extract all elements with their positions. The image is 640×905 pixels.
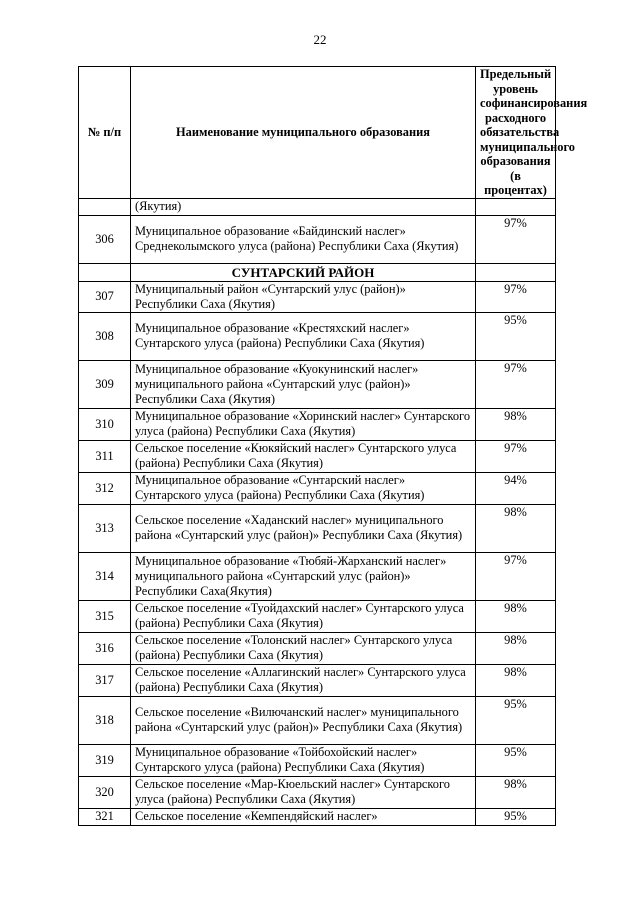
row-number: 306 [79,215,131,263]
row-number: 311 [79,440,131,472]
row-number: 318 [79,696,131,744]
table-row [79,504,556,552]
row-number: 320 [79,776,131,808]
header-number: № п/п [79,67,131,199]
row-value: 98% [476,504,556,552]
row-name: Муниципальное образование «Крестяхский наслег» Сунтарского улуса (района) Республики Саха (Якутия) [131,312,476,360]
table-row [79,440,556,472]
row-number: 314 [79,552,131,600]
row-value [476,198,556,215]
row-number: 321 [79,808,131,825]
table-row [79,744,556,776]
table-row [79,696,556,744]
row-value: 97% [476,552,556,600]
row-number: 315 [79,600,131,632]
row-name: Муниципальное образование «Тюбяй-Жарханский наслег» муниципального района «Сунтарский улус (район)» Республики Саха(Якутия) [131,552,476,600]
funding-table [78,66,588,826]
table-row [79,600,556,632]
row-value: 97% [476,440,556,472]
row-value: 95% [476,312,556,360]
table-row [79,552,556,600]
header-row [79,67,556,199]
row-number: 313 [79,504,131,552]
header-level: Предельный уровень софинансирования расходного обязательства муниципального образования (в процентах) [476,67,556,199]
row-value: 98% [476,600,556,632]
row-value: 97% [476,281,556,312]
section-row [79,263,556,281]
row-value: 98% [476,664,556,696]
table-row [79,472,556,504]
row-name: Муниципальное образование «Хоринский наслег» Сунтарского улуса (района) Республики Саха (Якутия) [131,408,476,440]
table-row [79,215,556,263]
row-value: 98% [476,632,556,664]
row-value: 95% [476,744,556,776]
row-number: 312 [79,472,131,504]
row-value: 97% [476,360,556,408]
row-name: Муниципальное образование «Куокунинский наслег» муниципального района «Сунтарский улус (район)» Республики Саха (Якутия) [131,360,476,408]
row-name: Сельское поселение «Хаданский наслег» муниципального района «Сунтарский улус (район)» Республики Саха (Якутия) [131,504,476,552]
row-number: 316 [79,632,131,664]
row-value: 95% [476,808,556,825]
row-name: Муниципальное образование «Тойбохойский наслег» Сунтарского улуса (района) Республики Саха (Якутия) [131,744,476,776]
section-title: СУНТАРСКИЙ РАЙОН [131,263,476,281]
row-number: 307 [79,281,131,312]
row-value: 98% [476,776,556,808]
table-row [79,281,556,312]
row-name: (Якутия) [131,198,476,215]
row-value: 97% [476,215,556,263]
row-number: 308 [79,312,131,360]
row-name: Сельское поселение «Кюкяйский наслег» Сунтарского улуса (района) Республики Саха (Якутия) [131,440,476,472]
row-number: 319 [79,744,131,776]
table-row [79,312,556,360]
row-value: 94% [476,472,556,504]
page-number: 22 [313,32,327,47]
row-number: 317 [79,664,131,696]
row-name: Муниципальное образование «Байдинский наслег» Среднеколымского улуса (района) Республики Саха (Якутия) [131,215,476,263]
row-number [79,198,131,215]
row-name: Муниципальное образование «Сунтарский наслег» Сунтарского улуса (района) Республики Саха (Якутия) [131,472,476,504]
row-number: 310 [79,408,131,440]
table-row [79,776,556,808]
table-row [79,632,556,664]
row-name: Сельское поселение «Туойдахский наслег» Сунтарского улуса (района) Республики Саха (Якутия) [131,600,476,632]
table-row [79,408,556,440]
row-number: 309 [79,360,131,408]
header-name: Наименование муниципального образования [131,67,476,199]
row-name: Сельское поселение «Кемпендяйский наслег» [131,808,476,825]
table-row [79,360,556,408]
row-name: Сельское поселение «Аллагинский наслег» Сунтарского улуса (района) Республики Саха (Якутия) [131,664,476,696]
table-row [79,664,556,696]
row-value: 95% [476,696,556,744]
table-row [79,198,556,215]
row-name: Сельское поселение «Вилючанский наслег» муниципального района «Сунтарский улус (район)» Республики Саха (Якутия) [131,696,476,744]
row-name: Сельское поселение «Толонский наслег» Сунтарского улуса (района) Республики Саха (Якутия) [131,632,476,664]
table-row [79,808,556,825]
row-name: Муниципальный район «Сунтарский улус (район)» Республики Саха (Якутия) [131,281,476,312]
row-name: Сельское поселение «Мар-Кюельский наслег» Сунтарского улуса (района) Республики Саха (Якутия) [131,776,476,808]
row-value: 98% [476,408,556,440]
